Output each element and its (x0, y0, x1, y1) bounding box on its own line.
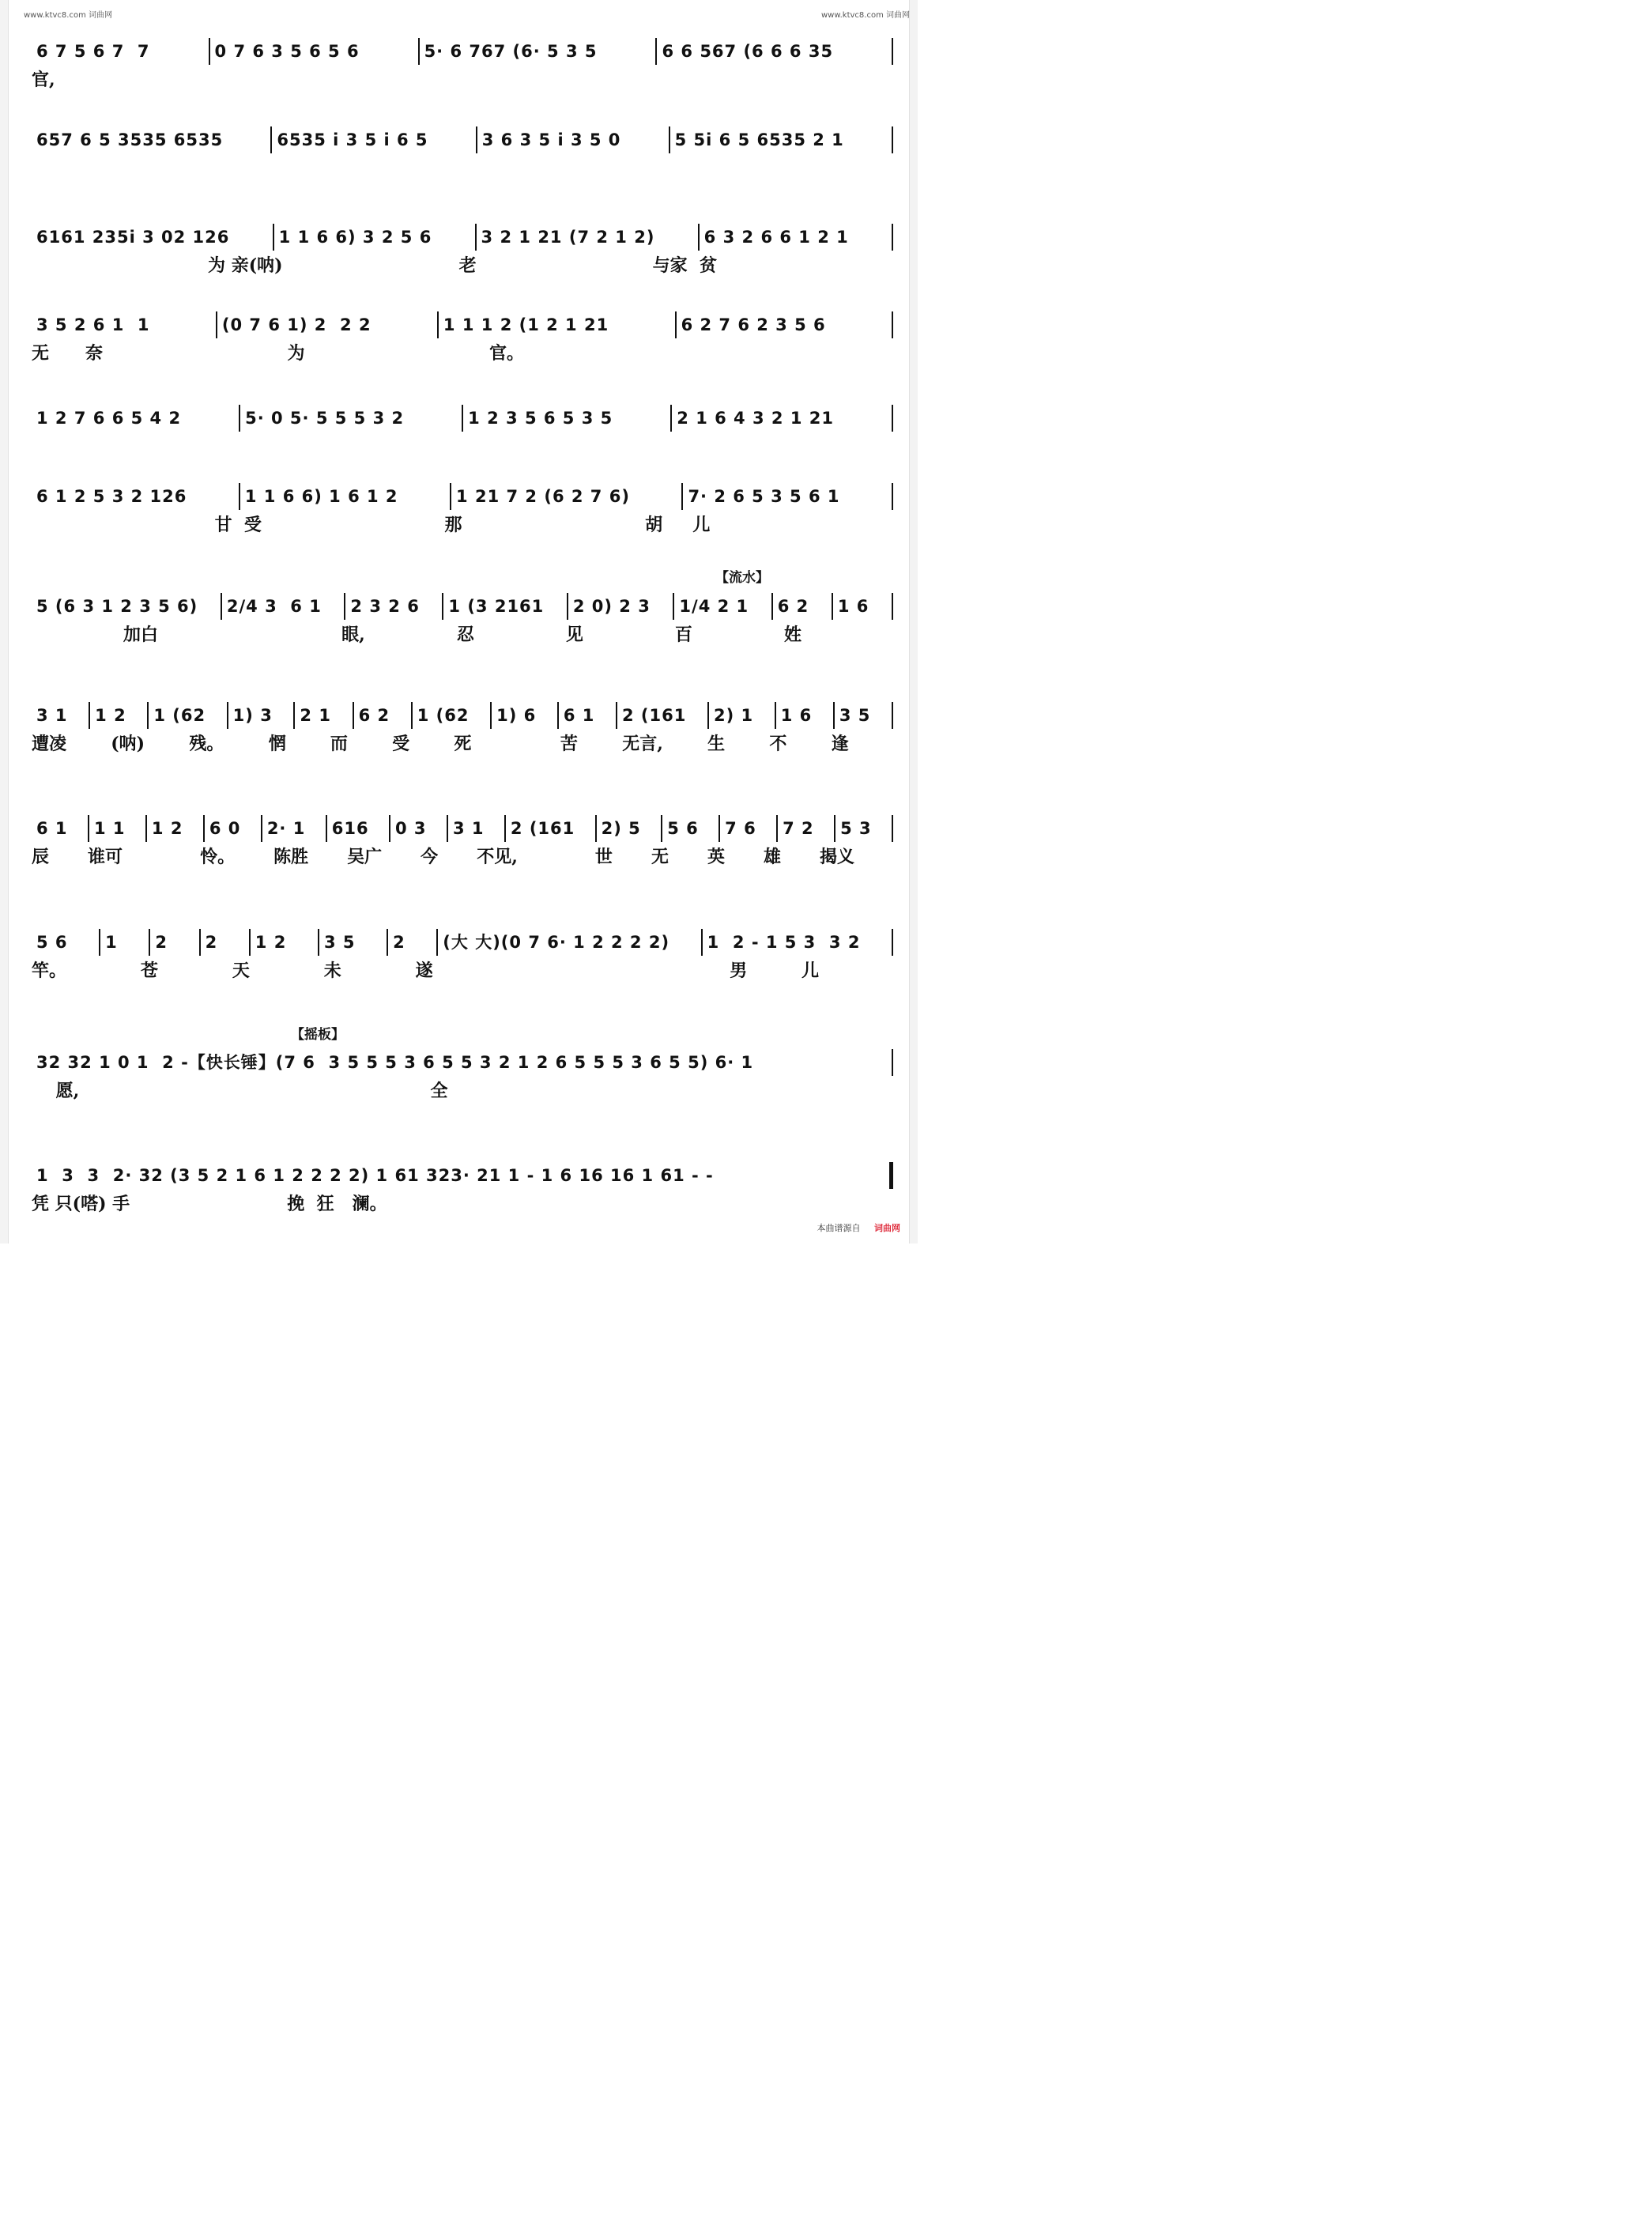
lyric-segment: 揭义 (820, 847, 855, 867)
lyric-segment: 甘 受 (214, 515, 262, 535)
barline (892, 126, 893, 153)
lyric-segment: 世 (594, 847, 613, 867)
measure: 1 2 (151, 819, 183, 838)
measure: 1 (62 (417, 706, 470, 725)
score-system (32, 224, 893, 276)
measure: 6 0 (209, 819, 241, 838)
barline (892, 929, 893, 956)
measure: 6 3 2 6 6 1 2 1 (703, 228, 849, 247)
lyric-segment: 无言, (622, 734, 663, 754)
lyric-segment (32, 625, 123, 645)
barline (892, 38, 893, 65)
lyric-segment: 百 (674, 625, 692, 645)
lyric-segment: 为 (287, 343, 305, 364)
barline (889, 1162, 893, 1189)
notation-line (32, 1162, 893, 1189)
notation-line (32, 405, 893, 432)
right-margin-strip (909, 0, 918, 1244)
lyric-segment (265, 70, 474, 90)
notation-line (32, 224, 893, 251)
measure: 1 (105, 933, 118, 952)
notation-line (32, 311, 893, 338)
measure: 1 3 3 2· 32 (3 5 2 1 6 1 2 2 2 2) 1 61 323· 21 1 - 1 6 16 16 1 61 - - (36, 1166, 714, 1185)
lyric-segment: 苦 (560, 734, 578, 754)
lyric-segment (474, 70, 684, 90)
measure: 1 1 1 2 (1 2 1 21 (443, 315, 609, 334)
score-system (32, 311, 893, 364)
measure: 5 (6 3 1 2 3 5 6) (36, 597, 198, 616)
lyric-segment: 生 (707, 734, 726, 754)
lyric-segment: 苍 (140, 960, 158, 981)
measure: 3 1 (36, 706, 68, 725)
measure: (大 大)(0 7 6· 1 2 2 2 2) (443, 933, 670, 952)
lyric-line (32, 734, 893, 754)
measure: 1 2 7 6 6 5 4 2 (36, 409, 182, 428)
lyric-segment: 吴广 (347, 847, 383, 867)
measure: 6161 235i 3 02 126 (36, 228, 230, 247)
lyric-segment: 男 儿 (730, 960, 820, 981)
measure: 2 (205, 933, 218, 952)
measure: 3 1 (452, 819, 485, 838)
lyric-segment: 为 亲(呐) (208, 255, 283, 276)
lyric-segment: 怜。 (200, 847, 236, 867)
lyric-segment: 那 (444, 515, 462, 535)
lyric-segment: 官。 (488, 343, 524, 364)
lyric-segment: 竿。 (32, 960, 67, 981)
lyric-line (32, 847, 893, 867)
measure: 2 1 (300, 706, 331, 725)
lyric-line (32, 515, 893, 535)
lyric-segment: 未 (323, 960, 341, 981)
section-label-liushui: 【流水】 (715, 570, 769, 586)
footer-brand: 词曲网 (874, 1223, 900, 1233)
lyric-segment: 不 (769, 734, 787, 754)
lyric-segment (32, 515, 215, 535)
measure: 2 3 2 6 (350, 597, 420, 616)
lyric-segment: 凭 只(嗒) 手 挽 狂 澜。 (32, 1194, 387, 1214)
measure: 1) 3 (232, 706, 273, 725)
measure: 1 1 6 6) 1 6 1 2 (244, 487, 398, 506)
score-system (32, 1162, 893, 1214)
lyric-line (32, 960, 893, 981)
measure: 1 2 (255, 933, 287, 952)
measure: 5 5i 6 5 6535 2 1 (674, 130, 844, 149)
lyric-segment: 辰 (32, 847, 50, 867)
measure: 2 (393, 933, 405, 952)
notation-line (32, 126, 893, 153)
lyric-segment: 陈胜 (273, 847, 309, 867)
measure: 2) 5 (601, 819, 641, 838)
notation-line (32, 1049, 893, 1076)
measure: (0 7 6 1) 2 2 2 (221, 315, 372, 334)
watermark-left: www.ktvc8.com 词曲网 (24, 11, 113, 20)
measure: 1 (3 2161 (448, 597, 545, 616)
lyric-segment: 无 奈 (32, 343, 103, 364)
measure: 32 32 1 0 1 2 -【快长锤】(7 6 3 5 5 5 3 6 5 5 3 2 1 2 6 5 5 5 3 6 5 5) 6· 1 (36, 1053, 754, 1072)
measure: 1 6 (780, 706, 813, 725)
measure: 5· 0 5· 5 5 5 3 2 (245, 409, 405, 428)
measure: 5 3 (840, 819, 872, 838)
score-system (32, 702, 893, 754)
measure: 2) 1 (713, 706, 754, 725)
measure: 3 5 2 6 1 1 (36, 315, 150, 334)
score-system (32, 126, 893, 158)
lyric-segment: 胡 儿 (645, 515, 711, 535)
score-system (32, 405, 893, 436)
barline (892, 311, 893, 338)
notation-line (32, 38, 893, 65)
barline (892, 224, 893, 251)
lyric-segment: 与家 贫 (652, 255, 717, 276)
score-system (32, 1049, 893, 1101)
measure: 1 6 (837, 597, 869, 616)
barline (892, 483, 893, 510)
score-page (0, 0, 918, 1244)
lyric-segment (161, 847, 200, 867)
lyric-segment: 遭凌 (32, 734, 67, 754)
lyric-segment: 今 (421, 847, 439, 867)
notation-line (32, 702, 893, 729)
lyric-segment (655, 960, 730, 981)
lyric-segment (684, 70, 893, 90)
measure: 6 1 (36, 819, 68, 838)
measure: 6 6 567 (6 6 6 35 (662, 42, 834, 61)
measure: 6 1 (563, 706, 595, 725)
measure: 1 2 3 5 6 5 3 5 (468, 409, 613, 428)
measure: 2 1 6 4 3 2 1 21 (677, 409, 834, 428)
lyric-segment: 死 (454, 734, 472, 754)
measure: 1) 6 (496, 706, 537, 725)
measure: 3 2 1 21 (7 2 1 2) (481, 228, 655, 247)
notation-line (32, 483, 893, 510)
lyric-segment: 官, (32, 70, 55, 90)
measure: 1 (62 (153, 706, 206, 725)
lyric-line (32, 1081, 893, 1101)
lyric-segment: 而 (330, 734, 348, 754)
measure: 1 1 6 6) 3 2 5 6 (278, 228, 432, 247)
lyric-segment: 英 (707, 847, 725, 867)
footer (817, 1221, 901, 1234)
measure: 6 2 7 6 2 3 5 6 (681, 315, 826, 334)
score-system (32, 593, 893, 645)
score-system (32, 483, 893, 535)
lyric-segment: 受 (392, 734, 410, 754)
lyric-segment: 谁可 (88, 847, 123, 867)
lyric-segment: 雄 (764, 847, 782, 867)
score-system (32, 929, 893, 981)
lyric-segment: 见 (565, 625, 583, 645)
lyric-segment: 天 (232, 960, 250, 981)
barline (892, 815, 893, 842)
measure: 2/4 3 6 1 (226, 597, 322, 616)
lyric-segment (507, 960, 582, 981)
measure: 6 2 (358, 706, 390, 725)
measure: 3 5 (839, 706, 871, 725)
notation-line (32, 929, 893, 956)
measure: 1 2 - 1 5 3 3 2 (707, 933, 861, 952)
measure: 1/4 2 1 (679, 597, 749, 616)
measure: 5 6 (667, 819, 699, 838)
lyric-line (32, 625, 893, 645)
barline (892, 1049, 893, 1076)
lyric-line (32, 70, 893, 90)
measure: 1 1 (93, 819, 126, 838)
measure: 0 7 6 3 5 6 5 6 (214, 42, 360, 61)
lyric-segment: 不见, (477, 847, 518, 867)
lyric-segment: 加白 (123, 625, 159, 645)
lyric-segment (556, 847, 595, 867)
lyric-segment: 姓 (783, 625, 801, 645)
lyric-segment (250, 625, 341, 645)
lyric-segment: 忍 (456, 625, 474, 645)
section-label-yaoban: 【摇板】 (291, 1027, 345, 1043)
lyric-segment (581, 960, 655, 981)
measure: 5· 6 767 (6· 5 3 5 (424, 42, 598, 61)
lyric-segment: 老 (458, 255, 477, 276)
measure: 0 3 (394, 819, 427, 838)
score-system (32, 815, 893, 867)
measure: 657 6 5 3535 6535 (36, 130, 224, 149)
measure: 2 (155, 933, 168, 952)
measure: 2· 1 (266, 819, 306, 838)
measure: 2 0) 2 3 (572, 597, 651, 616)
barline (892, 405, 893, 432)
measure: 6 2 (777, 597, 809, 616)
lyric-segment: 愿, 全 (32, 1081, 448, 1101)
measure: 2 (161 (510, 819, 575, 838)
lyric-segment (709, 343, 894, 364)
measure: 3 6 3 5 i 3 5 0 (481, 130, 621, 149)
left-margin-strip (0, 0, 9, 1244)
measure: 6 7 5 6 7 7 (36, 42, 150, 61)
watermark-right: www.ktvc8.com 词曲网 (820, 11, 910, 20)
measure: 7· 2 6 5 3 5 6 1 (688, 487, 840, 506)
lyric-segment: 眼, (341, 625, 365, 645)
score-system (32, 38, 893, 90)
lyric-line (32, 255, 893, 276)
lyric-segment: 遂 (415, 960, 433, 981)
measure: 7 2 (783, 819, 814, 838)
barline (892, 593, 893, 620)
lyric-segment: 无 (651, 847, 669, 867)
footer-source: 本曲谱源自 (817, 1223, 861, 1233)
measure: 1 2 (95, 706, 126, 725)
measure: 5 6 (36, 933, 68, 952)
notation-line (32, 593, 893, 620)
measure: 6 1 2 5 3 2 126 (36, 487, 187, 506)
lyric-segment: 残。 (189, 734, 224, 754)
lyric-line (32, 1194, 893, 1214)
lyric-line (32, 343, 893, 364)
lyric-segment (516, 734, 560, 754)
measure: 2 (161 (622, 706, 687, 725)
measure: 7 6 (725, 819, 756, 838)
lyric-segment: 逢 (831, 734, 849, 754)
measure: 1 21 7 2 (6 2 7 6) (456, 487, 630, 506)
measure: 3 5 (323, 933, 356, 952)
lyric-segment (32, 255, 208, 276)
lyric-segment: 惘 (268, 734, 286, 754)
measure: 6535 i 3 5 i 6 5 (277, 130, 428, 149)
measure: 616 (331, 819, 369, 838)
lyric-segment: (呐) (111, 734, 145, 754)
notation-line (32, 815, 893, 842)
barline (892, 702, 893, 729)
